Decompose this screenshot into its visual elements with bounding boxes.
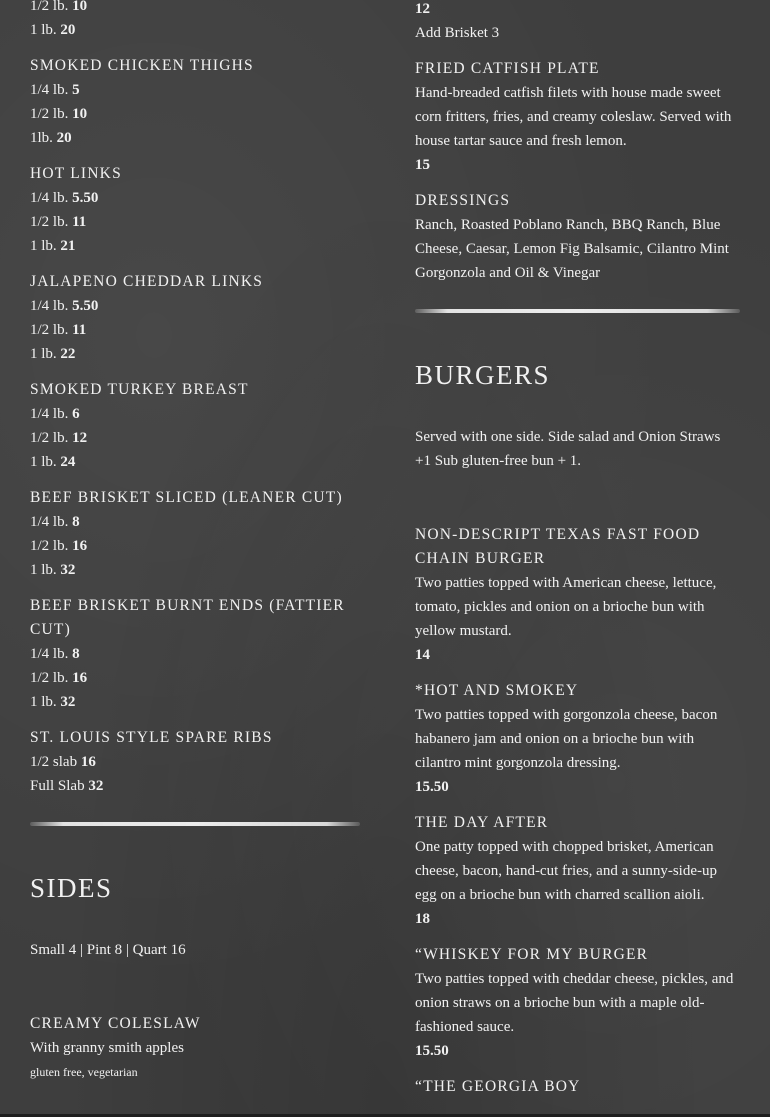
menu-item-price: 15.50 bbox=[415, 1043, 449, 1059]
right-column bbox=[415, 0, 740, 1111]
portion-line bbox=[30, 402, 360, 426]
portion-line bbox=[30, 450, 360, 474]
portion-line bbox=[30, 750, 360, 774]
portion-label: 1/2 slab bbox=[30, 754, 78, 770]
menu-item bbox=[30, 1012, 360, 1084]
portion-line bbox=[30, 234, 360, 258]
portion-price: 11 bbox=[72, 214, 87, 230]
portion-price: 12 bbox=[72, 430, 88, 446]
portion-price: 20 bbox=[60, 22, 76, 38]
menu-item bbox=[415, 943, 740, 1063]
section-divider bbox=[30, 822, 360, 826]
sides-heading: SIDES bbox=[30, 873, 113, 903]
menu-item-name: HOT LINKS bbox=[30, 165, 122, 182]
menu-item-description: One patty topped with chopped brisket, American cheese, bacon, hand-cut fries, and a sunny-side-up egg on a brioche bun with charred scallion aioli. bbox=[415, 839, 717, 903]
portion-label: 1/4 lb. bbox=[30, 646, 69, 662]
portion-label: 1/2 lb. bbox=[30, 214, 69, 230]
burgers-note: Served with one side. Side salad and Onion Straws +1 Sub gluten-free bun + 1. bbox=[415, 429, 721, 469]
menu-item bbox=[415, 1075, 740, 1099]
portion-line bbox=[30, 534, 360, 558]
menu-item-name: THE DAY AFTER bbox=[415, 814, 549, 831]
menu-item-price: 12 bbox=[415, 1, 430, 17]
menu-item bbox=[415, 811, 740, 931]
portion-line bbox=[30, 294, 360, 318]
portion-label: 1/2 lb. bbox=[30, 538, 69, 554]
menu-item bbox=[415, 189, 740, 285]
portion-price: 8 bbox=[72, 646, 80, 662]
portion-label: 1/4 lb. bbox=[30, 190, 69, 206]
menu-item-continued bbox=[30, 0, 360, 42]
menu-item-name: *HOT AND SMOKEY bbox=[415, 682, 579, 699]
portion-price: 11 bbox=[72, 322, 87, 338]
menu-item bbox=[30, 162, 360, 258]
menu-item bbox=[415, 57, 740, 177]
menu-item-name: DRESSINGS bbox=[415, 192, 511, 209]
portion-label: 1lb. bbox=[30, 130, 53, 146]
menu-item bbox=[415, 679, 740, 799]
portion-label: 1 lb. bbox=[30, 454, 57, 470]
section-divider bbox=[415, 309, 740, 313]
menu-item-name: JALAPENO CHEDDAR LINKS bbox=[30, 273, 264, 290]
menu-item-description: Two patties topped with cheddar cheese, pickles, and onion straws on a brioche bun with a maple old-fashioned sauce. bbox=[415, 971, 734, 1035]
burgers-heading: BURGERS bbox=[415, 360, 551, 390]
portion-price: 10 bbox=[72, 106, 88, 122]
portion-line bbox=[30, 426, 360, 450]
menu-item-name: SMOKED CHICKEN THIGHS bbox=[30, 57, 254, 74]
portion-line bbox=[30, 210, 360, 234]
portion-price: 5.50 bbox=[72, 298, 99, 314]
menu-item-name: “THE GEORGIA BOY bbox=[415, 1078, 581, 1095]
portion-label: 1 lb. bbox=[30, 238, 57, 254]
portion-label: 1/2 lb. bbox=[30, 670, 69, 686]
portion-label: 1 lb. bbox=[30, 22, 57, 38]
menu-item-continued bbox=[415, 0, 740, 45]
menu-item bbox=[30, 486, 360, 582]
portion-price: 5 bbox=[72, 82, 80, 98]
portion-price: 10 bbox=[72, 0, 88, 14]
portion-line bbox=[30, 690, 360, 714]
portion-line bbox=[30, 78, 360, 102]
portion-line bbox=[30, 342, 360, 366]
menu-item-description: Two patties topped with gorgonzola cheese, bacon habanero jam and onion on a brioche bun with cilantro mint gorgonzola dressing. bbox=[415, 707, 718, 771]
portion-price: 22 bbox=[60, 346, 76, 362]
dietary-tags: gluten free, vegetarian bbox=[30, 1065, 138, 1079]
portion-line bbox=[30, 774, 360, 798]
menu-item-name: SMOKED TURKEY BREAST bbox=[30, 381, 249, 398]
menu-item-price: 18 bbox=[415, 911, 430, 927]
menu-item bbox=[30, 726, 360, 798]
portion-line bbox=[30, 666, 360, 690]
portion-label: 1/2 lb. bbox=[30, 106, 69, 122]
portion-label: 1 lb. bbox=[30, 346, 57, 362]
portion-line bbox=[30, 510, 360, 534]
portion-label: 1 lb. bbox=[30, 694, 57, 710]
portion-label: 1/2 lb. bbox=[30, 322, 69, 338]
menu-item bbox=[30, 594, 360, 714]
portion-label: Full Slab bbox=[30, 778, 85, 794]
portion-price: 16 bbox=[80, 754, 96, 770]
menu-item bbox=[30, 54, 360, 150]
menu-item-description: Ranch, Roasted Poblano Ranch, BBQ Ranch, Blue Cheese, Caesar, Lemon Fig Balsamic, Cilantro Mint Gorgonzola and Oil & Vinegar bbox=[415, 217, 729, 281]
portion-price: 8 bbox=[72, 514, 80, 530]
menu-item-name: “WHISKEY FOR MY BURGER bbox=[415, 946, 649, 963]
portion-line bbox=[30, 186, 360, 210]
portion-price: 6 bbox=[72, 406, 80, 422]
menu-item-name: BEEF BRISKET BURNT ENDS (FATTIER CUT) bbox=[30, 597, 345, 638]
portion-price: 16 bbox=[72, 670, 88, 686]
menu-item-price: 15.50 bbox=[415, 779, 449, 795]
portion-label: 1/4 lb. bbox=[30, 406, 69, 422]
menu-item bbox=[30, 378, 360, 474]
portion-price: 32 bbox=[60, 562, 76, 578]
portion-price: 32 bbox=[60, 694, 76, 710]
portion-line bbox=[30, 18, 360, 42]
portion-price: 32 bbox=[88, 778, 104, 794]
menu-item bbox=[415, 523, 740, 667]
portion-label: 1/2 lb. bbox=[30, 430, 69, 446]
portion-price: 16 bbox=[72, 538, 88, 554]
portion-line bbox=[30, 558, 360, 582]
portion-line bbox=[30, 102, 360, 126]
portion-price: 20 bbox=[56, 130, 72, 146]
menu-item-name: FRIED CATFISH PLATE bbox=[415, 60, 600, 77]
menu-item-description: Two patties topped with American cheese, lettuce, tomato, pickles and onion on a brioche bun with yellow mustard. bbox=[415, 575, 717, 639]
menu-item-name: CREAMY COLESLAW bbox=[30, 1015, 201, 1032]
portion-label: 1/4 lb. bbox=[30, 298, 69, 314]
menu-item-description: Hand-breaded catfish filets with house made sweet corn fritters, fries, and creamy coleslaw. Served with house tartar sauce and fresh lemon. bbox=[415, 85, 732, 149]
portion-line bbox=[30, 642, 360, 666]
portion-label: 1 lb. bbox=[30, 562, 57, 578]
menu-item bbox=[30, 270, 360, 366]
portion-line bbox=[30, 0, 360, 18]
menu-item-description: With granny smith apples bbox=[30, 1040, 184, 1056]
left-column bbox=[30, 0, 360, 1096]
menu-item-name: NON-DESCRIPT TEXAS FAST FOOD CHAIN BURGER bbox=[415, 526, 701, 567]
portion-price: 21 bbox=[60, 238, 76, 254]
portion-label: 1/2 lb. bbox=[30, 0, 69, 14]
portion-label: 1/4 lb. bbox=[30, 514, 69, 530]
menu-item-price: 14 bbox=[415, 647, 430, 663]
menu-item-price: 15 bbox=[415, 157, 430, 173]
sides-size-note: Small 4 | Pint 8 | Quart 16 bbox=[30, 942, 186, 958]
portion-label: 1/4 lb. bbox=[30, 82, 69, 98]
menu-item-name: BEEF BRISKET SLICED (LEANER CUT) bbox=[30, 489, 343, 506]
portion-price: 24 bbox=[60, 454, 76, 470]
portion-price: 5.50 bbox=[72, 190, 99, 206]
portion-line bbox=[30, 126, 360, 150]
addon-text: Add Brisket 3 bbox=[415, 25, 500, 41]
menu-item-name: ST. LOUIS STYLE SPARE RIBS bbox=[30, 729, 273, 746]
portion-line bbox=[30, 318, 360, 342]
